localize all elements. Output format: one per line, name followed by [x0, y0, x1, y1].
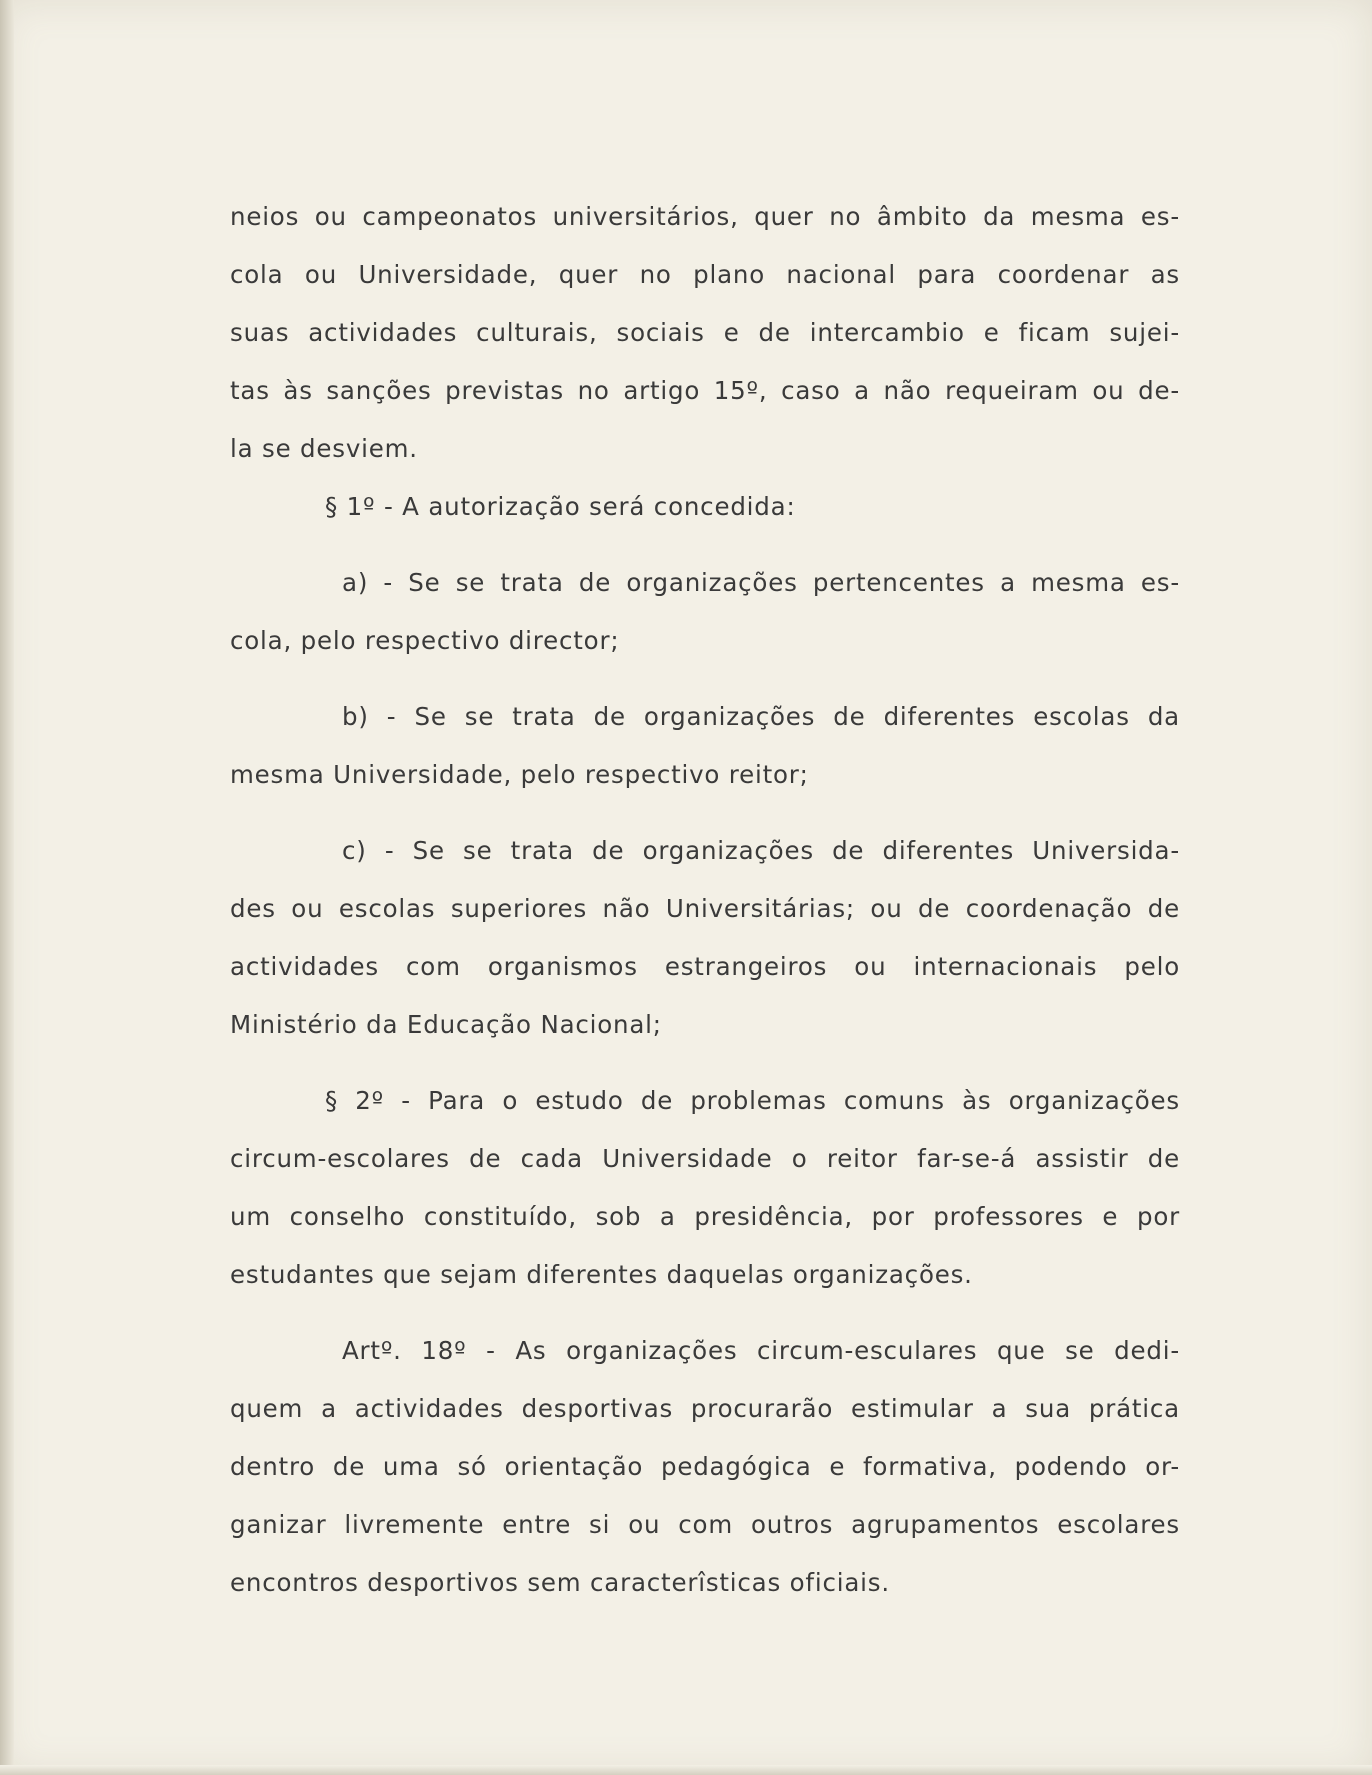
item-b-line: mesma Universidade, pelo respectivo reitor; [230, 760, 809, 789]
page-bottom-edge [0, 1765, 1372, 1775]
item-c-line: c) - Se se trata de organizações de diferentes Universida- [342, 836, 1180, 865]
article-18-line: Artº. 18º - As organizações circum-esculares que se dedi- [342, 1336, 1180, 1365]
paragraph-2-line: estudantes que sejam diferentes daquelas organizações. [230, 1260, 973, 1289]
article-18-line: encontros desportivos sem caracterîsticas oficiais. [230, 1568, 890, 1597]
page-left-edge [0, 0, 14, 1775]
typed-text-body [230, 188, 1180, 1612]
item-c-line: actividades com organismos estrangeiros ou internacionais pelo [230, 952, 1180, 981]
paragraph-2-line: um conselho constituído, sob a presidência, por professores e por [230, 1202, 1180, 1231]
paragraph-2-line: circum-escolares de cada Universidade o reitor far-se-á assistir de [230, 1144, 1180, 1173]
text-line: cola ou Universidade, quer no plano nacional para coordenar as [230, 260, 1180, 289]
text-line: neios ou campeonatos universitários, quer no âmbito da mesma es- [230, 202, 1180, 231]
article-18-line: dentro de uma só orientação pedagógica e formativa, podendo or- [230, 1452, 1180, 1481]
item-a-line: cola, pelo respectivo director; [230, 626, 620, 655]
item-b-line: b) - Se se trata de organizações de diferentes escolas da [342, 702, 1180, 731]
paragraph-1-heading: § 1º - A autorização será concedida: [325, 492, 796, 521]
paragraph-2-line: § 2º - Para o estudo de problemas comuns às organizações [325, 1086, 1180, 1115]
text-line: la se desviem. [230, 434, 418, 463]
text-line: tas às sanções previstas no artigo 15º, caso a não requeiram ou de- [230, 376, 1180, 405]
item-c-line: Ministério da Educação Nacional; [230, 1010, 662, 1039]
item-a-line: a) - Se se trata de organizações pertencentes a mesma es- [342, 568, 1180, 597]
article-18-line: ganizar livremente entre si ou com outros agrupamentos escolares [230, 1510, 1180, 1539]
text-line: suas actividades culturais, sociais e de intercambio e ficam sujei- [230, 318, 1180, 347]
article-18-line: quem a actividades desportivas procurarão estimular a sua prática [230, 1394, 1180, 1423]
item-c-line: des ou escolas superiores não Universitárias; ou de coordenação de [230, 894, 1180, 923]
